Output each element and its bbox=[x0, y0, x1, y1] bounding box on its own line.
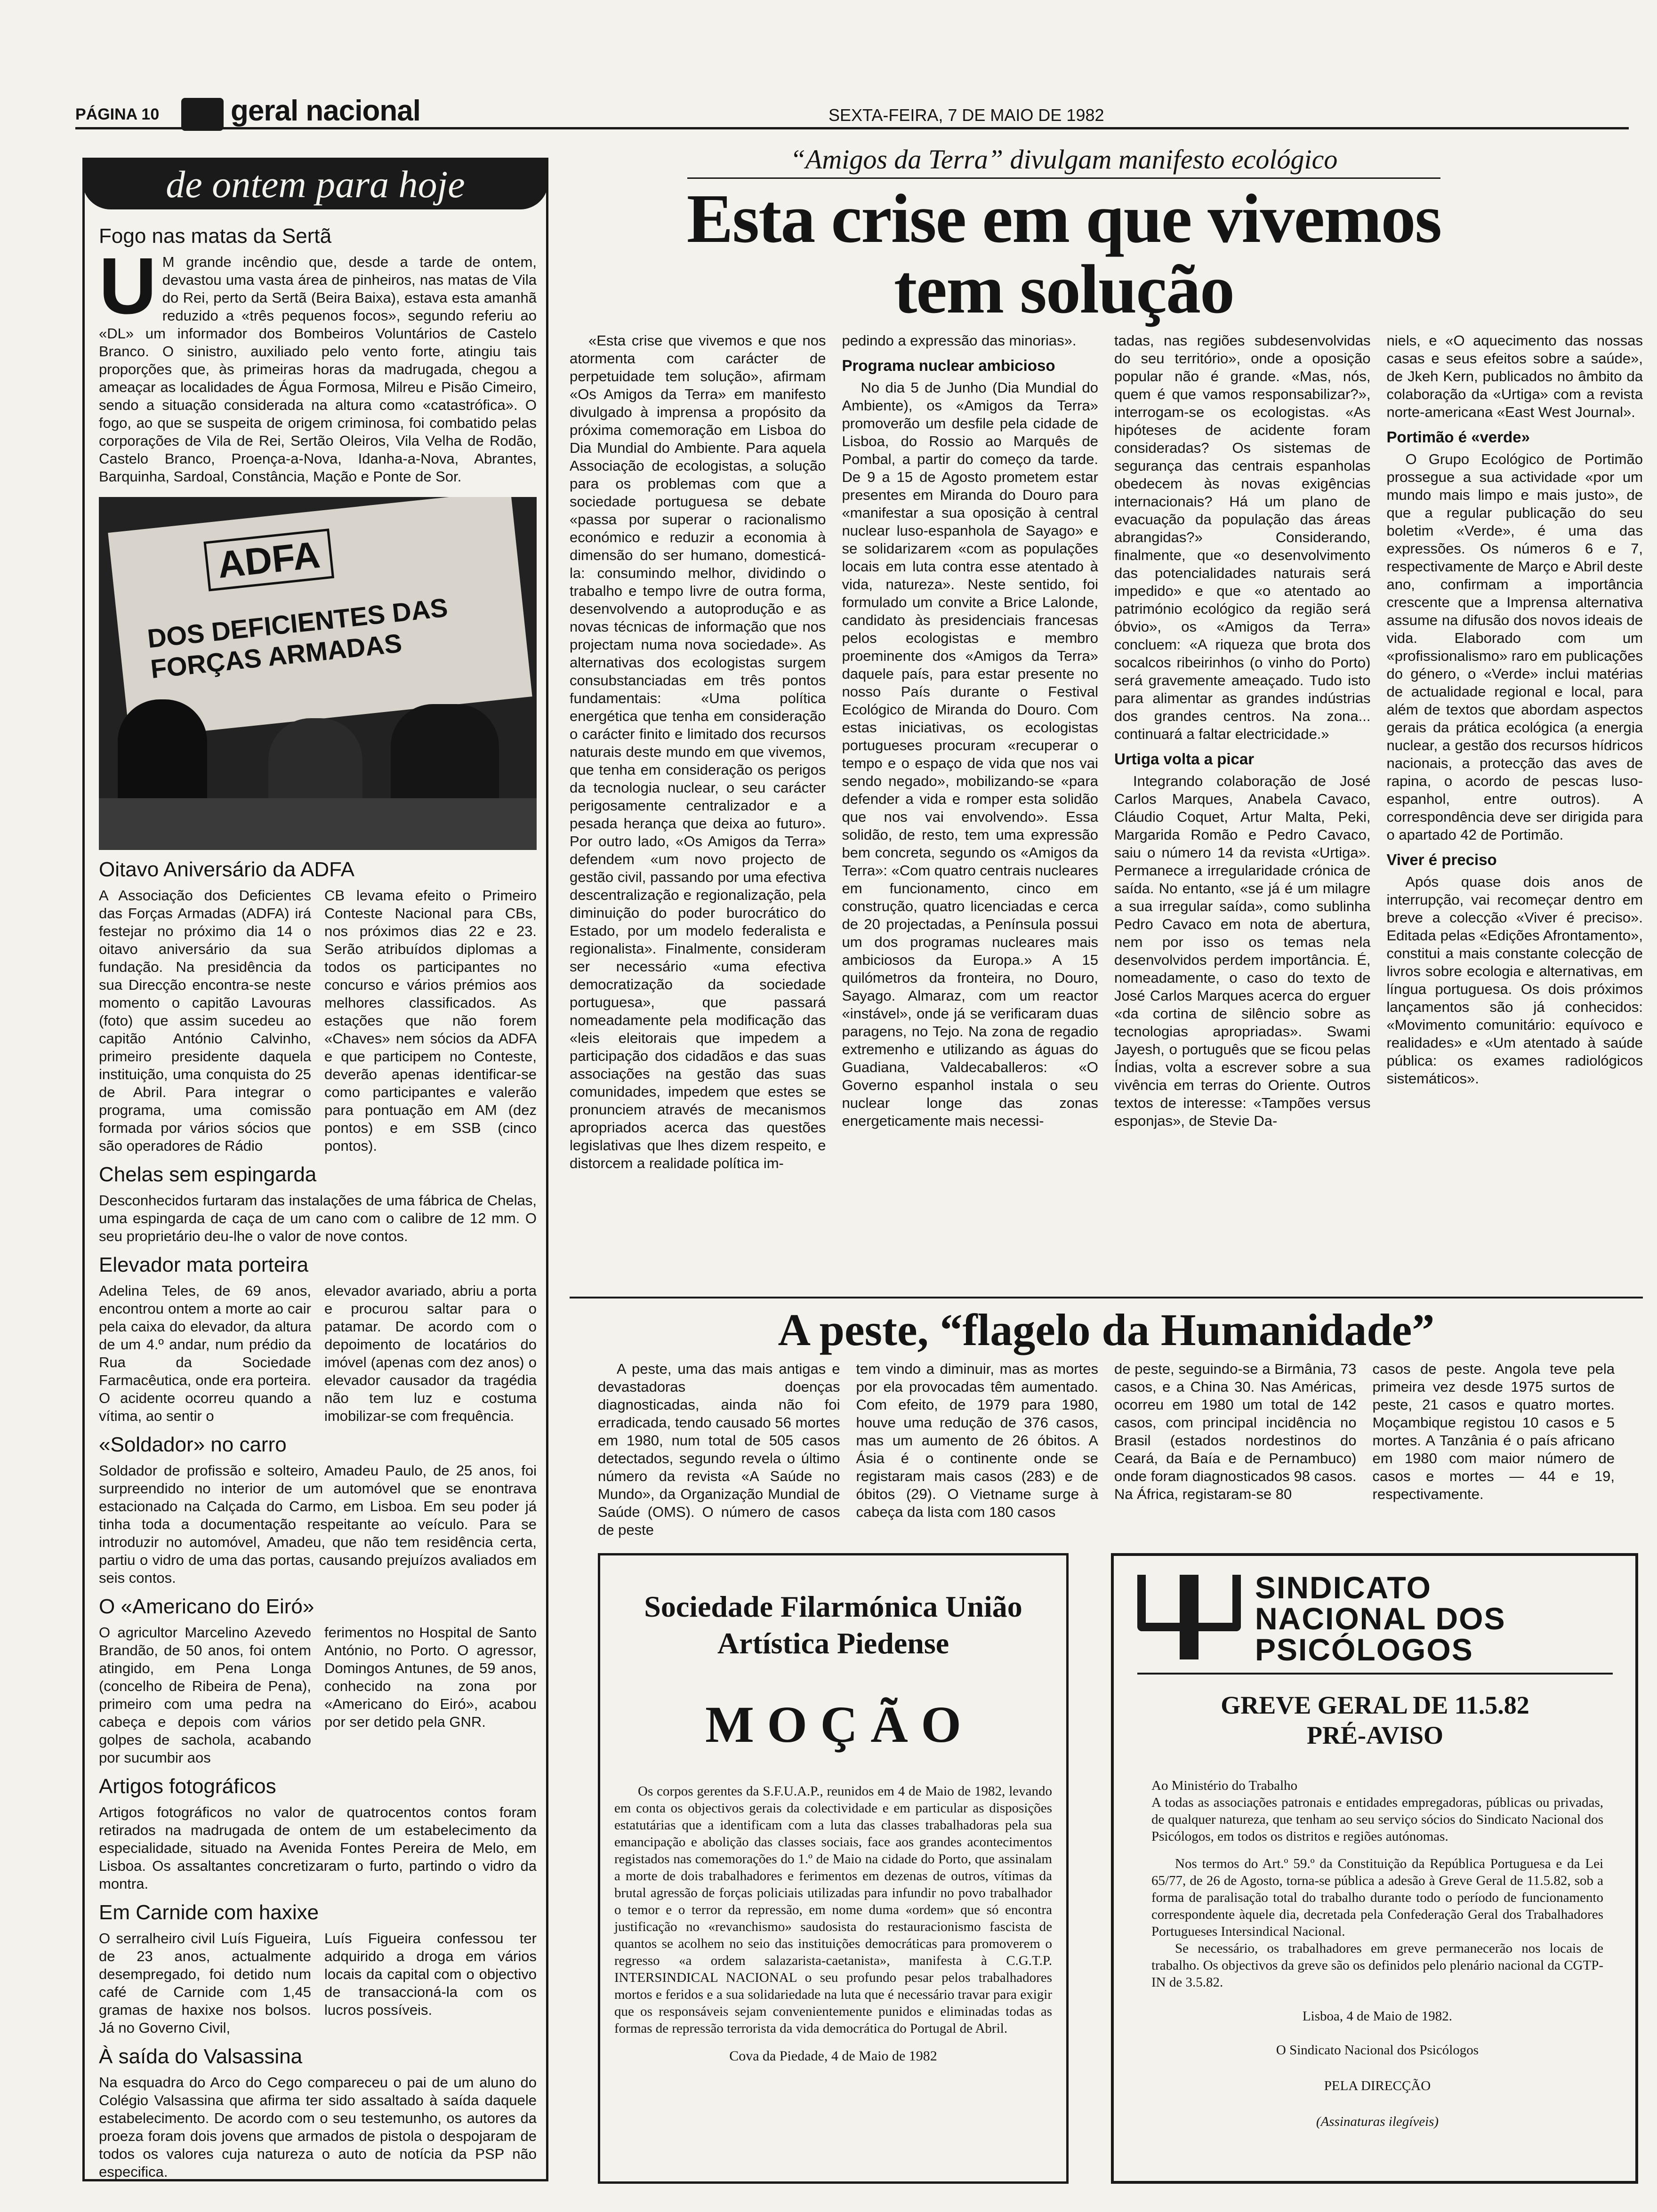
union-name-line: PSICÓLOGOS bbox=[1255, 1632, 1473, 1667]
kicker-rule bbox=[687, 177, 1440, 179]
item-col: O serralheiro civil Luís Figueira, de 23 anos, actualmente desempregado, foi detido num café de Carnide com 1,45 gramas de haxixe nos bolsos. Já no Governo Civil, bbox=[99, 1930, 311, 2036]
ad-paragraph: Nos termos do Art.º 59.º da Constituição da República Portuguesa e da Lei 65/77, de 26 de Agosto, torna-se pública a adesão à Greve Geral de 11.5.82, sob a forma de paralisação total do trabalho durante todo o período de funcionamento correspondente àquele dia, decretada pela Confederação Geral dos Trabalhadores Portugueses Intersindical Nacional. bbox=[1151, 1856, 1603, 1939]
article-text: pedindo a expressão das minorias». bbox=[842, 332, 1077, 349]
item-title: Elevador mata porteira bbox=[99, 1253, 309, 1276]
rule-peste bbox=[570, 1297, 1643, 1298]
item-title: Artigos fotográficos bbox=[99, 1775, 276, 1798]
left-column bbox=[82, 158, 548, 2181]
item-col: ferimentos no Hospital de Santo António, no Porto. O agressor, Domingos Antunes, de 59 anos, conhecido na zona por «Americano do Eiró», acabou por ser detido pela GNR. bbox=[324, 1624, 537, 1730]
article-text: niels, e «O aquecimento das nossas casas e seus efeitos sobre a saúde», de Jkeh Kern, publicados no âmbito da colaboração da «Urtiga» com a revista norte-americana «East West Journal». bbox=[1386, 332, 1643, 420]
item-title: Fogo nas matas da Sertã bbox=[99, 224, 332, 248]
item-body bbox=[99, 887, 537, 1155]
drop-cap: U bbox=[99, 241, 157, 331]
peste-article bbox=[570, 1304, 1643, 1539]
ad-body bbox=[1151, 1777, 1603, 2130]
ad-mocao bbox=[598, 1553, 1069, 2184]
item-title: À saída do Valsassina bbox=[99, 2045, 303, 2068]
article-text: tadas, nas regiões subdesenvolvidas do seu território», onde a oposição popular não é grande. «Mas, nós, quem é que vamos responsabilizar?», interrogam-se os ecologistas. «As hipóteses de acidente foram consideradas? Os sistemas de segurança das centrais espanholas obedecem às novas exigências internacionais? Há um plano de evacuação da população das áreas abrangidas?» Considerando, finalmente, que «o desenvolvimento das potencialidades naturais será impedido» e que «o atentado ao património ecológico da região será óbvio», os «Amigos da Terra» concluem: «A riqueza que brota dos socalcos ribeirinhos (o vinho do Porto) será gravemente ameaçado. Tudo isto para alimentar as grandes indústrias dos grandes centros. Na zona... continuará a faltar electricidade.» bbox=[1114, 332, 1371, 742]
item-body: Desconhecidos furtaram das instalações de uma fábrica de Chelas, uma espingarda de caça de um cano com o calibre de 12 mm. O seu proprietário deu-lhe o valor de nove contos. bbox=[99, 1192, 537, 1244]
item-body bbox=[99, 1624, 537, 1767]
peste-col-2: tem vindo a diminuir, mas as mortes por ela provocadas têm aumentado. Com efeito, de 1979 para 1980, houve uma redução de 376 casos, mas um aumento de 26 óbitos. A Ásia é o continente onde se registaram mais casos (283) e de óbitos (29). O Vietname surge à cabeça da lista com 180 casos bbox=[856, 1361, 1098, 1520]
main-article bbox=[570, 144, 1643, 1297]
article-col-1: «Esta crise que vivemos e que nos atormenta com carácter de perpetuidade tem solução», afirmam «Os Amigos da Terra» em manifesto divulgado à imprensa a propósito da próxima comemoração em Lisboa do Dia Mundial do Ambiente. Para aquela Associação de ecologistas, a solução para os problemas com que a sociedade portuguesa se debate «passa por superar o racionalismo económico e reduzir a economia à dimensão do ser humano, domesticá-la: consumindo melhor, dividindo o trabalho e tempo livre de outra forma, desenvolvendo a autoprodução e as novas técnicas de informação que nos projectam numa nova sociedade». As alternativas dos ecologistas surgem consubstanciadas em três pontos fundamentais: «Uma política energética que tenha em consideração o carácter finito e limitado dos recursos naturais deste mundo em que vivemos, que tenha em consideração os perigos da tecnologia nuclear, o seu carácter perigosamente centralizador e a pesada herança que deixa ao futuro». Por outro lado, «Os Amigos da Terra» defendem «um novo projecto de gestão civil, passando por uma efectiva descentralização e regionalização, pela diminuição do poder burocrático do Estado, por um modelo federalista e regionalista». Finalmente, consideram ser necessário «uma efectiva democratização da sociedade portuguesa», que passará nomeadamente pela modificação das «leis eleitorais que impedem a participação dos cidadãos e das suas associações na gestão das suas comunidades, impedem que estes se pronunciem através de mecanismos apropriados acerca das questões legislativas que lhes dizem respeito, e distorcem a realidade política im- bbox=[570, 332, 826, 1171]
column-title: de ontem para hoje bbox=[166, 163, 465, 206]
page-header bbox=[75, 95, 1657, 136]
ad-title bbox=[1114, 1690, 1636, 1750]
item-body bbox=[99, 241, 537, 486]
article-text: O Grupo Ecológico de Portimão prossegue a sua actividade «por um mundo mais limpo e mais justo», de que a regular publicação do seu boletim «Verde», é uma das expressões. Os números 6 e 7, respectivamente de Março e Abril deste ano, confirmam a importância crescente que a Imprensa alternativa assume na difusão dos novos ideais de vida. Elaborado com um «profissionalismo» raro em publicações do género, o «Verde» inclui matérias de actualidade regional e local, para além de textos que abordam aspectos gerais da prática ecológica (a energia nuclear, a gestão dos recursos hídricos nacionais, a protecção das aves de rapina, o acordo de pescas luso-espanhol, entre outros). A correspondência deve ser dirigida para o apartado 42 de Portimão. bbox=[1386, 451, 1643, 843]
article-body bbox=[570, 332, 1643, 1282]
article-text: Integrando colaboração de José Carlos Marques, Anabela Cavaco, Cláudio Coquet, Artur Malta, Peki, Margarida Romão e Pedro Cavaco, saiu o número 14 da revista «Urtiga». Permanece a irregularidade crónica de saída. No entanto, «se já é um milagre a sua irregular saída», como sublinha Pedro Cavaco em nota de abertura, nem por isso os temas nela desenvolvidos perdem importância. É, nomeadamente, o caso do texto de José Carlos Marques acerca do erguer «da cortina de silêncio sobre as tecnologias apropriadas». Swami Jayesh, o português que se ficou pelas Índias, volta a escrever sobre a sua vivência em terras do Oriente. Outros textos de interesse: «Tampões versus esponjas», de Stevie Da- bbox=[1114, 773, 1371, 1129]
item-col: O agricultor Marcelino Azevedo Brandão, de 50 anos, foi ontem atingido, em Pena Longa (concelho de Ribeira de Pena), primeiro com uma pedra na cabeça e depois com vários golpes de sachola, acabando por sucumbir aos bbox=[99, 1624, 311, 1766]
adfa-photo bbox=[99, 497, 537, 850]
item-body: Soldador de profissão e solteiro, Amadeu Paulo, de 25 anos, foi surpreendido no interior de um automóvel que se enontrava estacionado na Calçada do Carmo, em Lisboa. Em seu poder já tinha toda a documentação respeitante ao veículo. Para se introduzir no automóvel, Amadeu, que não tem residência certa, partiu o vidro de uma das portas, causando prejuízos avaliados em seis contos. bbox=[99, 1462, 537, 1586]
item-body bbox=[99, 1282, 537, 1425]
article-text: Após quase dois anos de interrupção, vai recomeçar dentro em breve a colecção «Viver é preciso». Editada pelas «Edições Afrontamento», constitui a mais constante colecção de livros sobre ecologia e alternativas, em língua portuguesa. Os dois próximos lançamentos são já conhecidos: «Movimento comunitário: equívoco e realidades» e «Um atentado à saúde pública: os exames radiológicos sistemáticos». bbox=[1386, 874, 1643, 1087]
union-name-line: SINDICATO bbox=[1255, 1570, 1432, 1605]
section-name: geral nacional bbox=[231, 95, 420, 127]
item-body: Artigos fotográficos no valor de quatrocentos contos foram retirados na madrugada de ontem de um estabelecimento da especialidade, situado na Avenida Fontes Pereira de Melo, em Lisboa. Os assaltantes concretizaram o furto, partindo o vidro da montra. bbox=[99, 1804, 537, 1892]
item-body: Na esquadra do Arco do Cego compareceu o pai de um aluno do Colégio Valsassina que afirma ter sido assaltado à saída daquele estabelecimento. De acordo com o seu testemunho, os autores da proeza foram dois jovens que armados de pistola o despojaram de todos os valores cuja natureza o auto de notícia da PSP não especifica. bbox=[99, 2074, 537, 2180]
item-col: Adelina Teles, de 69 anos, encontrou ontem a morte ao cair pela caixa do elevador, da altura de um 4.º andar, num prédio da Rua da Sociedade Farmacêutica, onde era porteira. O acidente ocorreu quando a vítima, ao sentir o bbox=[99, 1282, 311, 1424]
ad-org: Sociedade Filarmónica União Artística Piedense bbox=[644, 1590, 1022, 1660]
article-subhead: Portimão é «verde» bbox=[1386, 428, 1530, 446]
ad-sign: (Assinaturas ilegíveis) bbox=[1316, 2114, 1439, 2129]
item-col: Luís Figueira confessou ter adquirido a droga em vários locais da capital com o objectivo de transaccioná-la com os lucros possíveis. bbox=[324, 1930, 537, 2018]
page-date: SEXTA-FEIRA, 7 DE MAIO DE 1982 bbox=[828, 105, 1104, 125]
ad-sign: O Sindicato Nacional dos Psicólogos bbox=[1276, 2043, 1479, 2058]
item-col: elevador avariado, abriu a porta e procurou saltar para o patamar. De acordo com o depoimento de locatários do imóvel (apenas com dez anos) o elevador causador da tragédia não tem luz e costuma imobilizar-se com frequência. bbox=[324, 1282, 537, 1424]
peste-col-3: de peste, seguindo-se a Birmânia, 73 casos, e a China 30. Nas Américas, ocorreu em 1980 um total de 142 casos, com principal incidência no Brasil (estados nordestinos do Ceará, da Baía e de Pernambuco) onde foram diagnosticados 98 casos. Na África, registaram-se 80 bbox=[1114, 1361, 1357, 1502]
article-col-3 bbox=[1114, 332, 1371, 1282]
item-title: «Soldador» no carro bbox=[99, 1433, 287, 1456]
ad-title-line: PRÉ-AVISO bbox=[1306, 1721, 1444, 1749]
ad-body: Os corpos gerentes da S.F.U.A.P., reunidos em 4 de Maio de 1982, levando em conta os objectivos gerais da colectividade e em particular as disposições estatutárias que a identificam com a luta das classes trabalhadoras pela sua emancipação e abolição das classes sociais, face aos grandes acontecimentos registados nas comemorações do 1.º de Maio na cidade do Porto, que assinalam a morte de dois trabalhadores e ferimentos em dezenas de outros, vítimas da brutal agressão de forças policiais utilizadas para infundir no povo trabalhador o temor e o terror da repressão, em nome duma «ordem» que só encontra justificação no «revanchismo» saudosista do restauracionismo fascista de quantos se acolhem no seio das instituições democráticas para promoverem o regresso «a ordem salazarista-caetanista», manifesta à C.G.T.P. INTERSINDICAL NACIONAL o seu profundo pesar pelos trabalhadores mortos e feridos e a sua solidariedade na luta que é necessário travar para exigir que os responsáveis sejam convenientemente punidos e eliminadas todas as formas de repressão terrorista da vida democrática do Portugal de Abril. bbox=[614, 1784, 1052, 2036]
article-subhead: Programa nuclear ambicioso bbox=[842, 357, 1055, 374]
article-kicker: “Amigos da Terra” divulgam manifesto ecológico bbox=[790, 144, 1338, 175]
ad-date: Lisboa, 4 de Maio de 1982. bbox=[1302, 2009, 1453, 2024]
article-text: No dia 5 de Junho (Dia Mundial do Ambiente), os «Amigos da Terra» promoverão um desfile pela cidade de Lisboa, do Rossio ao Marquês de Pombal, a partir do começo da tarde. De 9 a 15 de Agosto prometem estar presentes em Miranda do Douro para «manifestar a sua oposição à central nuclear luso-espanhola de Sayago» e se solidarizarem «com as populações locais em luta contra esse atentado à vida, natureza». Neste sentido, foi formulado um convite a Brice Lalonde, candidato às presidenciais francesas pelos ecologistas e membro proeminente dos «Amigos da Terra» daquele país, para estar presente no nosso País durante o Festival Ecológico de Miranda do Douro. Com estas iniciativas, os ecologistas portugueses procuram «recuperar o tempo e o espaço de vida que nos vai sendo negado», mobilizando-se «para defender a vida e romper esta solidão que nos vai envolvendo». Essa solidão, de resto, tem uma expressão bem concreta, segundo os «Amigos da Terra»: «Com quatro centrais nucleares em funcionamento, cinco em construção, quatro licenciadas e cerca de 20 projectadas, a Península possui um dos programas nucleares mais ambiciosos da Europa.» A 15 quilómetros da fronteira, no Douro, Sayago. Almaraz, com um reactor «instável», onde já se verificaram duas paragens, no Tejo. Na zona de regadio extremenho e utilizando as águas do Guadiana, Valdecaballeros: «O Governo espanhol instala o seu nuclear longe das zonas energeticamente mais necessi- bbox=[842, 379, 1098, 1129]
article-headline: Esta crise em que vivemos tem solução bbox=[686, 180, 1441, 328]
item-col: CB levama efeito o Primeiro Conteste Nacional para CBs, nos próximos dias 22 e 23. Serão atribuídos diplomas a todos os participantes no concurso e vários prémios aos melhores classificados. As estações que não forem «Chaves» nem sócios da ADFA e que participem no Conteste, deverão apenas identificar-se como participantes e valerão para pontuação em AM (dez pontos) e em SSB (cinco pontos). bbox=[324, 887, 537, 1154]
item-title: O «Americano do Eiró» bbox=[99, 1595, 314, 1618]
article-col-4 bbox=[1387, 332, 1643, 1282]
item-body bbox=[99, 1930, 537, 2037]
ad-title: M O Ç Ã O bbox=[705, 1696, 961, 1753]
banner-slogan: DOS DEFICIENTES DAS FORÇAS ARMADAS bbox=[146, 592, 450, 684]
ad-paragraph: Se necessário, os trabalhadores em greve permanecerão nos locais de trabalho. Os objectivos da greve são os definidos pelo plenário nacional da CGTP-IN de 3.5.82. bbox=[1151, 1941, 1603, 1990]
ad-title-line: GREVE GERAL DE 11.5.82 bbox=[1221, 1691, 1529, 1719]
item-text: M grande incêndio que, desde a tarde de ontem, devastou uma vasta área de pinheiros, nas matas de Vila do Rei, perto da Sertã (Beira Baixa), estava esta amanhã reduzido a «três pequenos focos», segundo referiu ao «DL» um informador dos Bombeiros Voluntários de Castelo Branco. O sinistro, auxiliado pelo vento forte, atingiu tais proporções que, às primeiras horas da madrugada, chegou a ameaçar as localidades de Água Formosa, Milreu e Pisão Cimeiro, sendo a situação considerada na altura como «catastrófica». O fogo, ao que se suspeita de origem criminosa, foi combatido pelas corporações de Vila de Rei, Sertão Oleiros, Vila Velha de Rodão, Castelo Branco, Proença-a-Nova, Idanha-a-Nova, Abrantes, Barquinha, Sardoal, Constância, Mação e Ponte de Sor. bbox=[99, 254, 537, 485]
peste-body bbox=[598, 1360, 1615, 1539]
peste-col-4: casos de peste. Angola teve pela primeira vez desde 1975 surtos de peste, 21 casos e quatro mortes. Moçambique registou 10 casos e 5 mortes. A Tanzânia é o país africano em 1980 com maior número de casos e mortes — 44 e 19, respectivamente. bbox=[1372, 1361, 1615, 1502]
union-name-line: NACIONAL DOS bbox=[1255, 1601, 1506, 1636]
item-title: Chelas sem espingarda bbox=[99, 1163, 317, 1186]
article-subhead: Viver é preciso bbox=[1386, 851, 1497, 868]
ad-recipient: Ao Ministério do Trabalho bbox=[1151, 1778, 1298, 1793]
union-rule bbox=[1137, 1673, 1613, 1675]
item-title: Em Carnide com haxixe bbox=[99, 1901, 319, 1924]
ad-paragraph: A todas as associações patronais e entidades empregadoras, públicas ou privadas, de qualquer natureza, que tenham ao seu serviço sócios do Sindicato Nacional dos Psicólogos, em todos os distritos e regiões autónomas. bbox=[1151, 1795, 1603, 1844]
item-title: Oitavo Aniversário da ADFA bbox=[99, 858, 354, 881]
banner-label: ADFA bbox=[203, 529, 334, 591]
peste-headline: A peste, “flagelo da Humanidade” bbox=[778, 1305, 1435, 1355]
ad-psicologos bbox=[1111, 1553, 1638, 2184]
ad-sign: PELA DIRECÇÃO bbox=[1324, 2078, 1431, 2093]
photo-table bbox=[99, 798, 537, 850]
item-col: A Associação dos Deficientes das Forças Armadas (ADFA) irá festejar no próximo dia 14 o oitavo aniversário da sua fundação. Na presidência da sua Direcção encontra-se neste momento o capitão Lavouras (foto) que assim sucedeu ao capitão António Calvinho, primeiro presidente daquela instituição, uma conquista do 25 de Abril. Para integrar o programa, uma comissão formada por vários sócios que são operadores de Rádio bbox=[99, 887, 311, 1154]
ad-signature: Cova da Piedade, 4 de Maio de 1982 bbox=[729, 2048, 937, 2064]
page-number: PÁGINA 10 bbox=[75, 105, 160, 123]
article-subhead: Urtiga volta a picar bbox=[1114, 750, 1255, 768]
column-title-banner bbox=[82, 158, 548, 209]
logo-part bbox=[1180, 1575, 1199, 1659]
left-content bbox=[99, 216, 537, 2181]
header-rule bbox=[75, 127, 1629, 129]
peste-col-1: A peste, uma das mais antigas e devastadoras doenças diagnosticadas, ainda não foi erradicada, tendo causado 56 mortes em 1980, num total de 505 casos detectados, segundo revela o último número da revista «A Saúde no Mundo», da Organização Mundial de Saúde (OMS). O número de casos de peste bbox=[598, 1361, 840, 1538]
article-col-2 bbox=[842, 332, 1099, 1282]
union-name bbox=[1255, 1572, 1505, 1665]
union-logo-icon bbox=[1137, 1575, 1241, 1659]
section-logo-icon bbox=[181, 98, 224, 131]
